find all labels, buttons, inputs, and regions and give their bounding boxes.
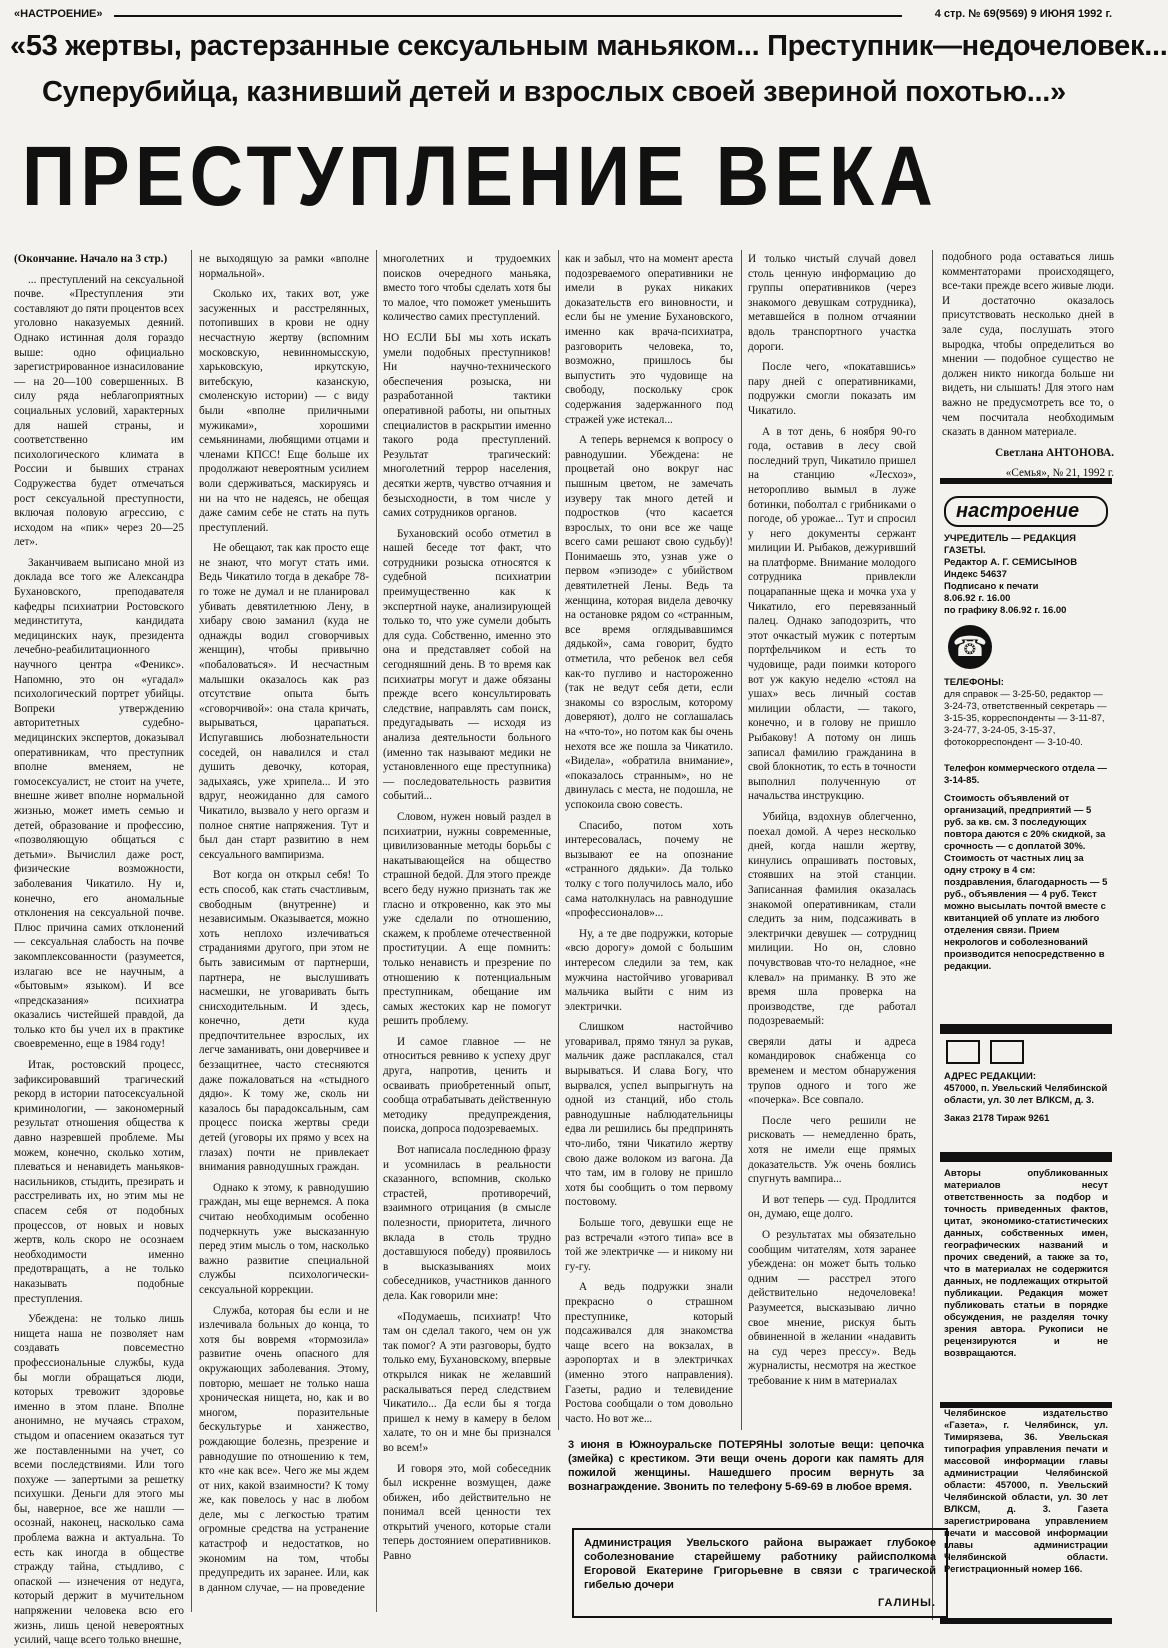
paragraph: А в тот день, 6 ноября 90-го года, оставив в лесу свой последний труп, Чикатило пришел на станцию «Лесхоз», неторопливо вымыл в луже ботинки, поболтал с грибниками о погоде, об урожае... Тут и спросил у него документы сержант милиции И. Рыбаков, дежуривший на платформе. Внимание молодого сотрудника привлекли поцарапанные щека и мочка уха у Чикатило, его перевязанный палец. Однако заподозрить, что этот очкастый мужик с потертым портфельчиком и есть то чудовище, ради поимки которого вот уж какую неделю «стоял на ушах» весь личный состав милиции области, — такого, конечно, и в голову не пришло Рыбакову! А потому он лишь записал фамилию гражданина в свой блокнотик, то есть в точности выполнил полученную от начальства инструкцию. (748, 425, 916, 803)
disclaimer-box (940, 1156, 1112, 1408)
publisher-box (940, 1402, 1112, 1624)
newspaper-logo: настроение (944, 496, 1108, 527)
phones-title: ТЕЛЕФОНЫ: (944, 677, 1004, 688)
paper-name: «НАСТРОЕНИЕ» (14, 8, 103, 20)
column-divider (376, 250, 377, 1612)
paragraph: Вот написала последнюю фразу и усомнилась в реальности сказанного, вспомнив, сколько страстей, противоречий, взаимного отрицания (в смысле полезности, приоритета, личного вклада в столь трудно доставшуюся победу) проявилось в высказываниях моих собеседников, участников данного дела. Как говорили мне: (383, 1144, 551, 1302)
column-divider (191, 250, 192, 1612)
paragraph: Убеждена: не только лишь нищета наша не позволяет нам создавать повсеместно профессиональные службы, куда бы могли обращаться люди, которых тревожит здоровье именно в этом плане. Вполне анонимно, не мучаясь страхом, стыдом и опасением оказаться тут же поставленными на учет, со всеми последствиями. Или того похуже — запертыми за решетку психушки. Деньги для этого мы бы, наверное, все же нашли — осознай, наконец, насколько сама проблема важна и актуальна. То есть как иногда в обществе стражду тайна, стыдливо, с опаской — изнечения от недуга, который держит в мучительном напряжении человека всю его жизнь, лишь ценой невероятных усилий, чаще всего только внешне, (14, 1313, 184, 1647)
paragraph: Больше того, девушки еще не раз встречали «этого типа» все в той же электричке — и никому ни гу-гу. (565, 1217, 733, 1273)
paragraph: «Подумаешь, психиатр! Что там он сделал такого, чем он уж так помог? А эти разговоры, будто только ему, Бухановскому, впервые открылся никак не желавший раскалываться перед следствием Чикатило... Да если бы я тогда пришел к нему в камеру в белом халате, то он и мне бы признался во всем!» (383, 1310, 551, 1454)
masthead-box (940, 478, 1112, 1030)
article-column-2 (199, 252, 369, 1612)
address-title: АДРЕС РЕДАКЦИИ: (944, 1071, 1037, 1082)
paragraph: Вот когда он открыл себя! То есть способ, как стать счастливым, свободным (внутренне) и независимым. Оказывается, можно хоть неплохо излечиваться страданиями другого, при этом не быть зависимым от партнерши, партнера, не выслушивать насмешки, не уговаривать быть снисходительным. И здесь, конечно, дети куда предпочтительнее взрослых, их легче заманивать, они доверчивее и беззащитнее, часто стесняются даже пожаловаться на «стыдного дядю». К тому же, сколь ни казалось бы парадоксальным, сам процесс поиска жертвы среди детей (уговоры их прямо у всех на глазах) почти не привлекает внимания равнодушных граждан. (199, 869, 369, 1174)
envelope-icon (946, 1040, 980, 1064)
signed-value: 8.06.92 г. 16.00 (944, 593, 1011, 604)
paragraph: Не обещают, так как просто еще не знают, что могут стать ими. Ведь Чикатило тогда в декабре 78-го тоже не думал и не планировал убивать девятилетнюю Лену, в хибару свою заманил (куда не однажды водил сговорчивых женщин), чтобы привычно «побаловаться». И несчастным малышки оказалось как раз отсутствие опыта быть «сговорчивой»: она стала кричать, вырываться, царапаться. Испугавшись любознательности соседей, он навалился и стал душить девочку, которая, задыхаясь, уже хрипела... И это вдруг, неожиданно для самого Чикатило, вызвало у него оргазм и полное снятие напряжения. Тут и был дан старт развитию в нем сексуального вампиризма. (199, 542, 369, 861)
paragraph: А теперь вернемся к вопросу о равнодушии. Убеждена: не процветай оно вокруг нас пышным цветом, не замечать изуверу так много детей и подростков (что касается взрослых, то они все же чаще всего сами решают свою судьбу)! Понимаешь это, узнав уже о первом «эпизоде» с убийством девятилетней Лены. Ведь та женщина, которая видела девочку на остановке рядом со «странным, все время оглядывавшимся дядькой», сама говорит, будто отметила, что ребенок вел себя как-то пугливо и настороженно (так не ведут себя дети, если знакомы со взрослым, которому доверяют), долго не соглашалась на «что-то», но потом как бы очень нехотя все же пошла за Чикатило. «Видела», «обратила внимание», «показалось странным», но не двинулась с места, не подошла, не успокоила свою совесть. (565, 434, 733, 811)
paragraph: И говоря это, мой собеседник был искренне возмущен, даже обижен, ибо действительно не понимал всей ценности тех открытий ученого, которые стали теперь достоянием оперативников. Равно (383, 1462, 551, 1563)
founder: УЧРЕДИТЕЛЬ — РЕДАКЦИЯ ГАЗЕТЫ. (944, 533, 1076, 556)
headline-line-1: «53 жертвы, растерзанные сексуальным маньяком... Преступник—недочеловек... (10, 30, 1168, 62)
paragraph: И вот теперь — суд. Продлится он, думаю, еще долго. (748, 1193, 916, 1221)
paragraph: Заканчиваем выписано мной из доклада все того же Александра Бухановского, преподавателя кафедры психиатрии Ростовского мединститута, кандидата медицинских наук, президента лечебно-реабилитационного научного центра «Феникс». Напомню, это он «угадал» психологический портрет убийцы. Вопреки утверждению авторитетных судебно-медицинских экспертов, доказывал оперативникам, что преступник вполне вменяем, не гомосексуалист, не стоит на учете, внешне живет вполне нормальной жизнью, может иметь семью и детей, образование и профессию, «позволяющую общаться с детьми». Вычислил даже рост, физические возможности, заболевания Чикатило. Ну и, конечно, его аномальные отклонения на сексуальной почве. Плюс причина самих отклонений — сексуальная слабость на почве закомплексованности (разумеется, излагаю все не научным, а «бытовым» языком). И все «предсказания» психиатра оказались чистейшей правдой, да только кто бы учел их в практике своевременно, еще в 1984 году! (14, 556, 184, 1051)
paragraph: сверяли даты и адреса командировок снабженца со временем и местом обнаружения трупов одного и того же «почерка». Все совпало. (748, 1035, 916, 1107)
paragraph: И самое главное — не относиться ревниво к успеху друг друга, напротив, ценить и осваивать приобретенный опыт, сообща отрабатывать действенную методику предупреждения, поиска, допроса подозреваемых. (383, 1035, 551, 1136)
address-box (940, 1028, 1112, 1158)
condolence-text: Администрация Увельского района выражает глубокое соболезнование старейшему работнику райисполкома Егоровой Екатерине Григорьевне в связи с трагической гибелью дочери (584, 1537, 936, 1591)
paragraph: Сколько их, таких вот, уже засуженных и расстрелянных, потопивших в крови не одну несчастную жертву (вспомним московскую, невинномысскую, харьковскую, иркутскую, витебскую, казанскую, смоленскую истории) — с виду были «вполне приличными мужиками», хорошими семьянинами, любящими отцами и членами КПСС! Еще больше их продолжают невероятным усилием воли сдерживаться, маскируясь и ни на что не надеясь, не обещая даже самим себе не стать на путь преступлений. (199, 288, 369, 534)
paragraph: Однако к этому, к равнодушию граждан, мы еще вернемся. А пока считаю необходимым особенно подчеркнуть уже высказанную перед этим мысль о том, насколько важно развитие специальной службы психологически-сексуальной коррекции. (199, 1181, 369, 1296)
headline-line-2: Суперубийца, казнивший детей и взрослых своей звериной похотью...» (42, 76, 1066, 108)
author-signature: Светлана АНТОНОВА. (995, 446, 1114, 459)
article-source: «Семья», № 21, 1992 г. (1005, 467, 1114, 480)
column-divider (558, 250, 559, 1430)
paragraph: ... преступлений на сексуальной почве. «Преступления эти составляют до пяти процентов всех уголовно наказуемых деяний. Однако истинная доля гораздо выше: одно официально зарегистрированное изнасилование — на 20—100 совершенных. В силу ряда неблагоприятных социальных условий, характерных для нашей страны, и соответственно им психологического климата в России и бывших странах Содружества будет отмечаться рост сексуальной преступности, включая половую агрессию, с исходом на «пик» через 20—25 лет». (14, 273, 184, 549)
continuation-note: (Окончание. Начало на 3 стр.) (14, 253, 168, 265)
disclaimer: Авторы опубликованных материалов несут ответственность за подбор и точность приведенных фактов, цитат, экономико-статистических данных, собственных имен, географических названий и прочих сведений, а также за то, что в материалах не содержится данных, не подлежащих открытой публикации. Редакция может публиковать статьи в порядке обсуждения, не разделяя точку зрения автора. Рукописи не рецензируются и не возвращаются. (944, 1168, 1108, 1359)
column-divider (741, 250, 742, 1430)
article-column-3 (383, 252, 551, 1612)
section-start-paragraph: НО ЕСЛИ БЫ мы хоть искать умели подобных преступников! Ни научно-технического обеспечения розыска, ни разработанной тактики оперативной работы, ни опытных специалистов в раскрытии именно такого рода преступлений. Результат трагический: многолетний террор населения, десятки жертв, чувство отчаяния и безысходности, в том числе у самих сотрудников органов. (383, 331, 551, 520)
paragraph: Итак, ростовский процесс, зафиксировавший трагический рекорд в истории патосексуальной криминологии, — закономерный результат отношения общества к давно назревшей проблеме. Мы можем, конечно, сколько хотим, плеваться и ненавидеть маньяков-насильников, стыдить, презирать и расстреливать их, но этим мы не спасем себя от подобных процессов, от новых и новых жертв, коль скоро не осознаем необходимости именно предотвращать, а не только наказывать подобные преступления. (14, 1059, 184, 1305)
article-column-6 (942, 250, 1114, 480)
condolence-name: ГАЛИНЫ. (877, 1597, 936, 1609)
condolence-notice (572, 1528, 948, 1618)
paragraph: Слишком настойчиво уговаривал, прямо тянул за рукав, мальчик даже расплакался, стал вырываться. И слава Богу, что вырвался, успел выпрыгнуть на одной из станций, ибо столь равнодушные наблюдательницы едва ли решились бы предпринять что-либо, тяни Чикатило жертву свою даже волоком из вагона. Да что там, им в голову не пришло хотя бы сообщить о том первому постовому. (565, 1021, 733, 1209)
paragraph: Служба, которая бы если и не излечивала больных до конца, то хотя бы вовремя «тормозила» развитие очень опасного для окружающих заболевания. Этому, повторю, мешает не только наша хроническая нищета, но, как и во многом, поразительные бескультурье и ханжество, рождающие болезнь, презрение и равнодушие по отношению к тем, кто «не как все». Чего же мы ждем от них, какой взаимности? К тому же, как повелось у нас в любом деле, мы с легкостью тратим огромные средства на устранение катастроф и недостатков, но экономим на том, чтобы предупредить их заранее. Или, как в данном случае, — на проведение (199, 1304, 369, 1594)
lost-items-notice: 3 июня в Южноуральске ПОТЕРЯНЫ золотые вещи: цепочка (змейка) с крестиком. Эти вещи очень дороги как память для пожилой женщины. Нашедшего просим вернуть за вознаграждение. Звонить по телефону 5-69-69 в любое время. (568, 1439, 924, 1493)
paragraph: Убийца, вздохнув облегченно, поехал домой. А через несколько дней, когда нашли жертву, кинулись опрашивать постовых, стоявших на этой станции. Записанная фамилия оказалась знакомой оперативникам, стали следить за ним, подсаживать в электрички девушек — сотрудниц милиции. Но он, словно почувствовав что-то неладное, «не клевал» на приманку. В это же время шла проверка на производстве, где работал подозреваемый: (748, 810, 916, 1028)
order-print-run: Заказ 2178 Тираж 9261 (944, 1113, 1050, 1124)
article-column-1 (14, 252, 184, 1647)
paragraph: Бухановский особо отметил в нашей беседе тот факт, что сотрудники розыска относятся к судебной психиатрии преимущественно как к экспертной науке, анализирующей только то, что уже сумели добыть для суда. Собственно, именно это она и представляет собой на сегодняшний день. В то время как психиатры могут и даже обязаны прежде всего консультировать следствие, направлять сам поиск, предугадывать — исходя из анализа деятельности больного (именно так называют медики не установленного еще преступника) — последовательность развития событий... (383, 527, 551, 803)
header-rule (114, 15, 902, 17)
paragraph: Словом, нужен новый раздел в психиатрии, нужны современные, цивилизованные методы борьбы с накатывающейся на общество страшной бедой. Для этого прежде всего беду нужно признать так же гласно и откровенно, как это мы уже сделали по отношению, скажем, к проблеме отечественной проституции. А еще помнить: только ненависть и презрение по отношению к потенциальным преступникам, обещание им самых жестоких кар не помогут решить проблему. (383, 810, 551, 1028)
paragraph: После чего решили не рисковать — немедленно брать, хотя не имели еще прямых доказательств. Уж очень боялись спугнуть вампира... (748, 1114, 916, 1186)
paragraph: Спасибо, потом хоть интересовалась, почему не вызывают ее на опознание «странного дядьки». Да только толку с того получилось мало, ибо сама натолкнулась на равнодушие «профессионалов»... (565, 819, 733, 920)
envelope-icon (990, 1040, 1024, 1064)
ads-phone: Телефон коммерческого отдела — 3-14-85. (944, 763, 1107, 786)
address: 457000, п. Увельский Челябинской области, ул. 30 лет ВЛКСМ, д. 3. (944, 1083, 1108, 1106)
main-headline: ПРЕСТУПЛЕНИЕ ВЕКА (22, 129, 939, 223)
subscription-index: Индекс 54637 (944, 569, 1007, 580)
page-header (14, 8, 1112, 22)
article-column-4 (565, 252, 733, 1425)
signed-label: Подписано к печати (944, 581, 1039, 592)
paragraph: как и забыл, что на момент ареста подозреваемого оперативники не имели в руках никаких доказательств его виновности, и если бы не умение Бухановского, именно как врача-психиатра, разговорить человека, то, возможно, пришлось бы выпустить это чудовище на свободу, поскольку срок содержания задержанного под стражей уже истекал... (565, 253, 733, 426)
paragraph: подобного рода оставаться лишь комментаторами происходящего, все-таки прежде всего живые люди. И достаточно оказалось присутствовать несколько дней в зале суда, послушать этого выродка, чтобы определиться во мнении — подобное существо не должен никто никогда больше ни видеть, ни слышать! Для этого нам важно не предусмотреть все то, о чем посчитала необходимым сказать в данном материале. (942, 251, 1114, 439)
telephone-icon: ☎ (948, 625, 992, 669)
print-schedule: по графику 8.06.92 г. 16.00 (944, 605, 1067, 616)
issue-info: 4 стр. № 69(9569) 9 ИЮНЯ 1992 г. (934, 8, 1112, 20)
ads-rates: Стоимость объявлений от организаций, предприятий — 5 руб. за кв. см. 3 последующих повтора даются с 20% скидкой, за срочность — с доплатой 30%. Стоимость от частных лиц за одну строку в 4 см: поздравления, благодарность — 5 руб., объявления — 4 руб. Текст можно высылать почтой вместе с квитанцией об уплате из любого отделения связи. Прием некрологов и соболезнований производится непосредственно в редакции. (944, 793, 1108, 972)
column-divider (932, 250, 933, 1620)
phones-list: для справок — 3-25-50, редактор — 3-24-73, ответственный секретарь — 3-15-35, корреспонденты — 3-11-87, 3-24-77, 3-24-05, 3-15-37, фотокорреспондент — 3-10-40. (944, 689, 1107, 748)
paragraph: О результатах мы обязательно сообщим читателям, хотя заранее убеждена: он может быть только одним — расстрел этого действительно недочеловека! Разумеется, высказываю лично свое мнение, рискуя быть обвиненной в желании «надавить на суд через прессу». Ведь журналисты, несмотря на жесткое требование к ним в материалах (748, 1229, 916, 1387)
paragraph: Ну, а те две подружки, которые «всю дорогу» домой с большим интересом следили за тем, как мужчина настойчиво уговаривал мальчика выйти с ним из электрички. (565, 927, 733, 1013)
article-column-5 (748, 252, 916, 1387)
paragraph: После чего, «покатавшись» пару дней с оперативниками, подружки смогли показать им Чикатило. (748, 361, 916, 417)
paragraph: не выходящую за рамки «вполне нормальной». (199, 253, 369, 280)
paragraph: И только чистый случай довел столь ценную информацию до группы оперативников (через знакомого девушкам сотрудника), метавшейся в полном отчаянии вдоль транспортного участка дороги. (748, 253, 916, 353)
editor: Редактор А. Г. СЕМИСЫНОВ (944, 557, 1078, 568)
paragraph: А ведь подружки знали прекрасно о страшном преступнике, который подсаживался для знакомства чаще всего на вокзалах, в аэропортах и в электричках (именно этого направления). Газеты, радио и телевидение Ростова сообщали о том довольно часто. Но вот же... (565, 1281, 733, 1425)
paragraph: многолетних и трудоемких поисков очередного маньяка, вместо того чтобы сделать хотя бы то малое, что поможет уменьшить количество самих преступлений. (383, 253, 551, 324)
publisher-info: Челябинское издательство «Газета», г. Челябинск, ул. Тимирязева, 36. Увельская типография управления печати и массовой информации главы администрации Челябинской области: 457000, п. Увельский Челябинской области, ул. 30 лет ВЛКСМ, д. 3. Газета зарегистрирована управлением печати и массовой информации главы администрации Челябинской области. Регистрационный номер 166. (944, 1408, 1108, 1575)
